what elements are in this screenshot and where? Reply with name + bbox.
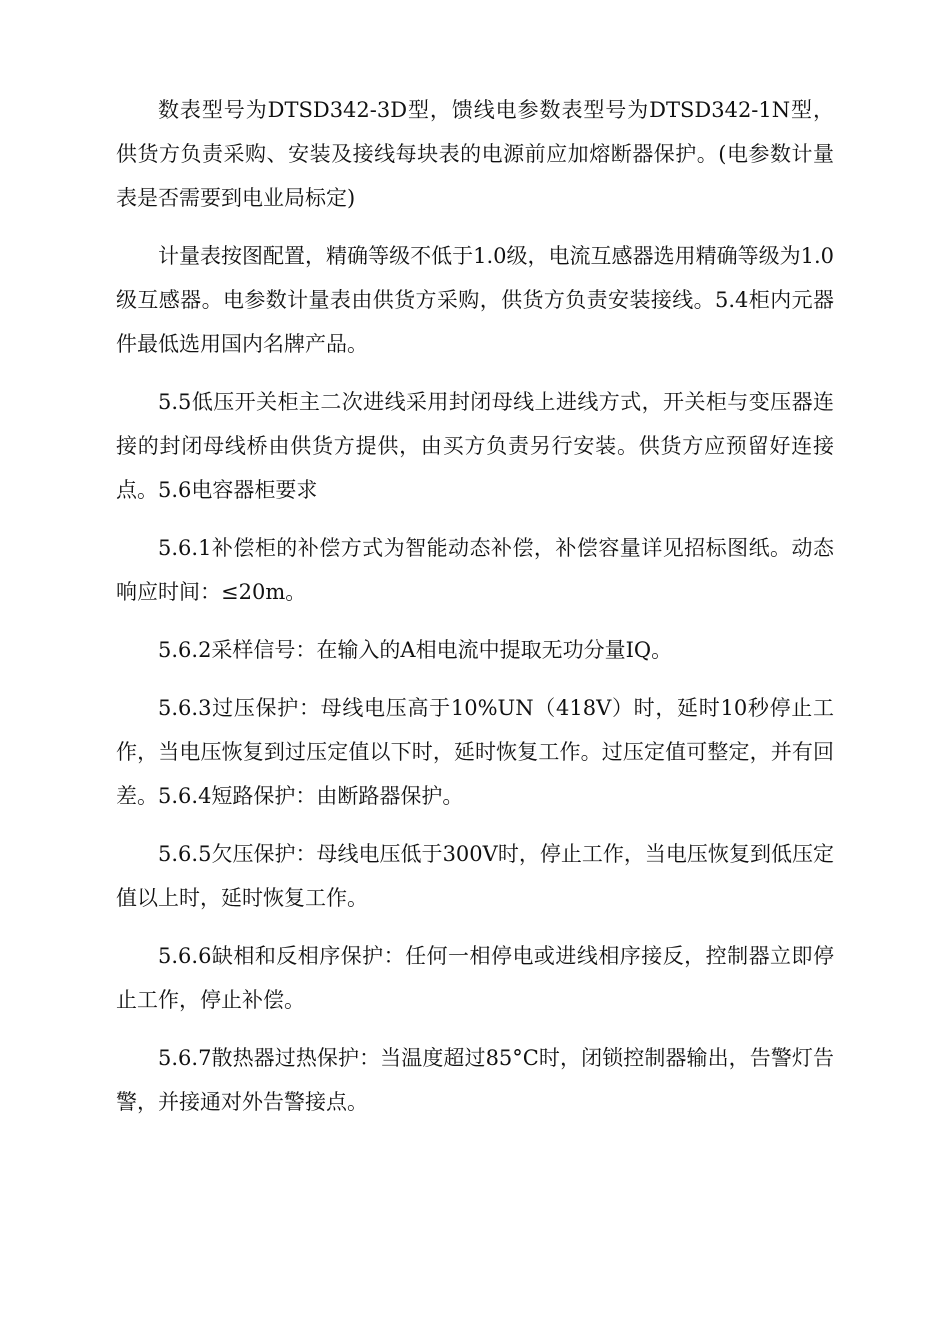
paragraph-busbar-incoming: 5.5低压开关柜主二次进线采用封闭母线上进线方式，开关柜与变压器连接的封闭母线桥由供货方提供，由买方负责另行安装。供货方应预留好连接点。5.6电容器柜要求 [116, 390, 834, 502]
paragraph-undervoltage-protection: 5.6.5欠压保护：母线电压低于300V时，停止工作，当电压恢复到低压定值以上时，延时恢复工作。 [116, 842, 834, 910]
paragraph-meter-accuracy: 计量表按图配置，精确等级不低于1.0级，电流互感器选用精确等级为1.0级互感器。电参数计量表由供货方采购，供货方负责安装接线。5.4柜内元器件最低选用国内名牌产品。 [116, 244, 834, 356]
paragraph-sampling-signal: 5.6.2采样信号：在输入的A相电流中提取无功分量IQ。 [158, 638, 673, 662]
paragraph-overvoltage-protection: 5.6.3过压保护：母线电压高于10%UN（418V）时，延时10秒停止工作，当电压恢复到过压定值以下时，延时恢复工作。过压定值可整定，并有回差。5.6.4短路保护：由断路器保护。 [116, 696, 834, 808]
paragraph-compensation-mode: 5.6.1补偿柜的补偿方式为智能动态补偿，补偿容量详见招标图纸。动态响应时间：≤20m。 [116, 536, 834, 604]
document-body [116, 88, 834, 1138]
paragraph-phase-loss-protection: 5.6.6缺相和反相序保护：任何一相停电或进线相序接反，控制器立即停止工作，停止补偿。 [116, 944, 834, 1012]
paragraph-meter-models: 数表型号为DTSD342-3D型，馈线电参数表型号为DTSD342-1N型，供货方负责采购、安装及接线每块表的电源前应加熔断器保护。(电参数计量表是否需要到电业局标定) [116, 98, 834, 210]
paragraph-overheat-protection: 5.6.7散热器过热保护：当温度超过85°C时，闭锁控制器输出，告警灯告警，并接通对外告警接点。 [116, 1046, 834, 1114]
